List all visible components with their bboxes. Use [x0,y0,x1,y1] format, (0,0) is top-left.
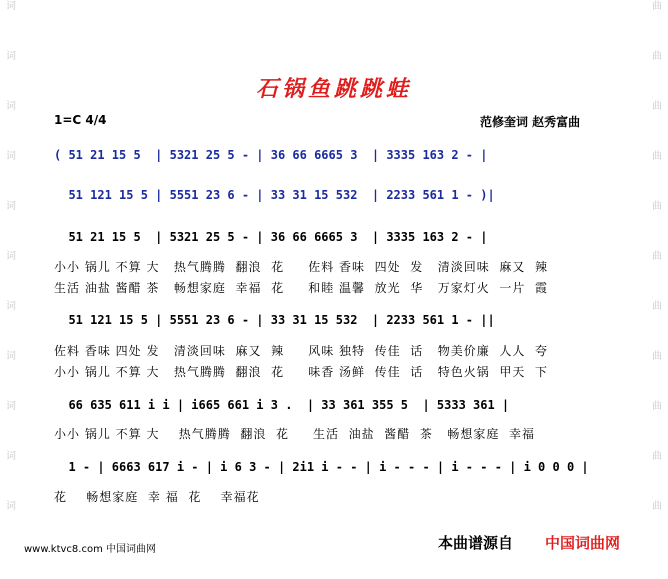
lyric-line: 生活 油盐 酱醋 茶 畅想家庭 幸福 花 和睦 温馨 放光 华 万家灯火 一片 霞 [54,281,548,295]
watermark-right: 曲 曲 曲 曲 曲 曲 曲 曲 曲 曲 曲 [652,1,662,512]
score-line-3: 66 635 611 i i | i665 661 i 3 . | 33 361 355 5 | 5333 361 | [54,398,510,412]
credits: 范修奎词 赵秀富曲 [480,115,581,129]
brand-name: 中国词曲网 [545,534,621,552]
score-line-2: 51 121 15 5 | 5551 23 6 - | 33 31 15 532 | 2233 561 1 - || [54,313,495,327]
score-line-1: 51 21 15 5 | 5321 25 5 - | 36 66 6665 3 | 3335 163 2 - | [54,230,488,244]
lyric-line: 小小 锅儿 不算 大 热气腾腾 翻浪 花 佐料 香味 四处 发 清淡回味 麻又 辣 [54,260,548,274]
lyric-line: 花 畅想家庭 幸 福 花 幸福花 [54,490,260,504]
lyric-line: 小小 锅儿 不算 大 热气腾腾 翻浪 花 生活 油盐 酱醋 茶 畅想家庭 幸福 [54,427,535,441]
score-line-4: 1 - | 6663 617 i - | i 6 3 - | 2i1 i - - | i - - - | i - - - | i 0 0 0 | [54,460,589,474]
intro-line-2: 51 121 15 5 | 5551 23 6 - | 33 31 15 532 | 2233 561 1 - )| [54,188,495,202]
site-url: www.ktvc8.com 中国词曲网 [24,544,157,555]
intro-line-1: ( 51 21 15 5 | 5321 25 5 - | 36 66 6665 3 | 3335 163 2 - | [54,148,488,162]
lyric-line: 佐料 香味 四处 发 清淡回味 麻又 辣 风味 独特 传佳 话 物美价廉 人人 夸 [54,344,548,358]
song-title: 石锅鱼跳跳蛙 [255,76,412,102]
source-label: 本曲谱源自 [438,534,514,552]
watermark-left: 词 词 词 词 词 词 词 词 词 词 词 [6,1,16,512]
key-signature: 1=C 4/4 [54,113,107,127]
lyric-line: 小小 锅儿 不算 大 热气腾腾 翻浪 花 味香 汤鲜 传佳 话 特色火锅 甲天 下 [54,365,548,379]
